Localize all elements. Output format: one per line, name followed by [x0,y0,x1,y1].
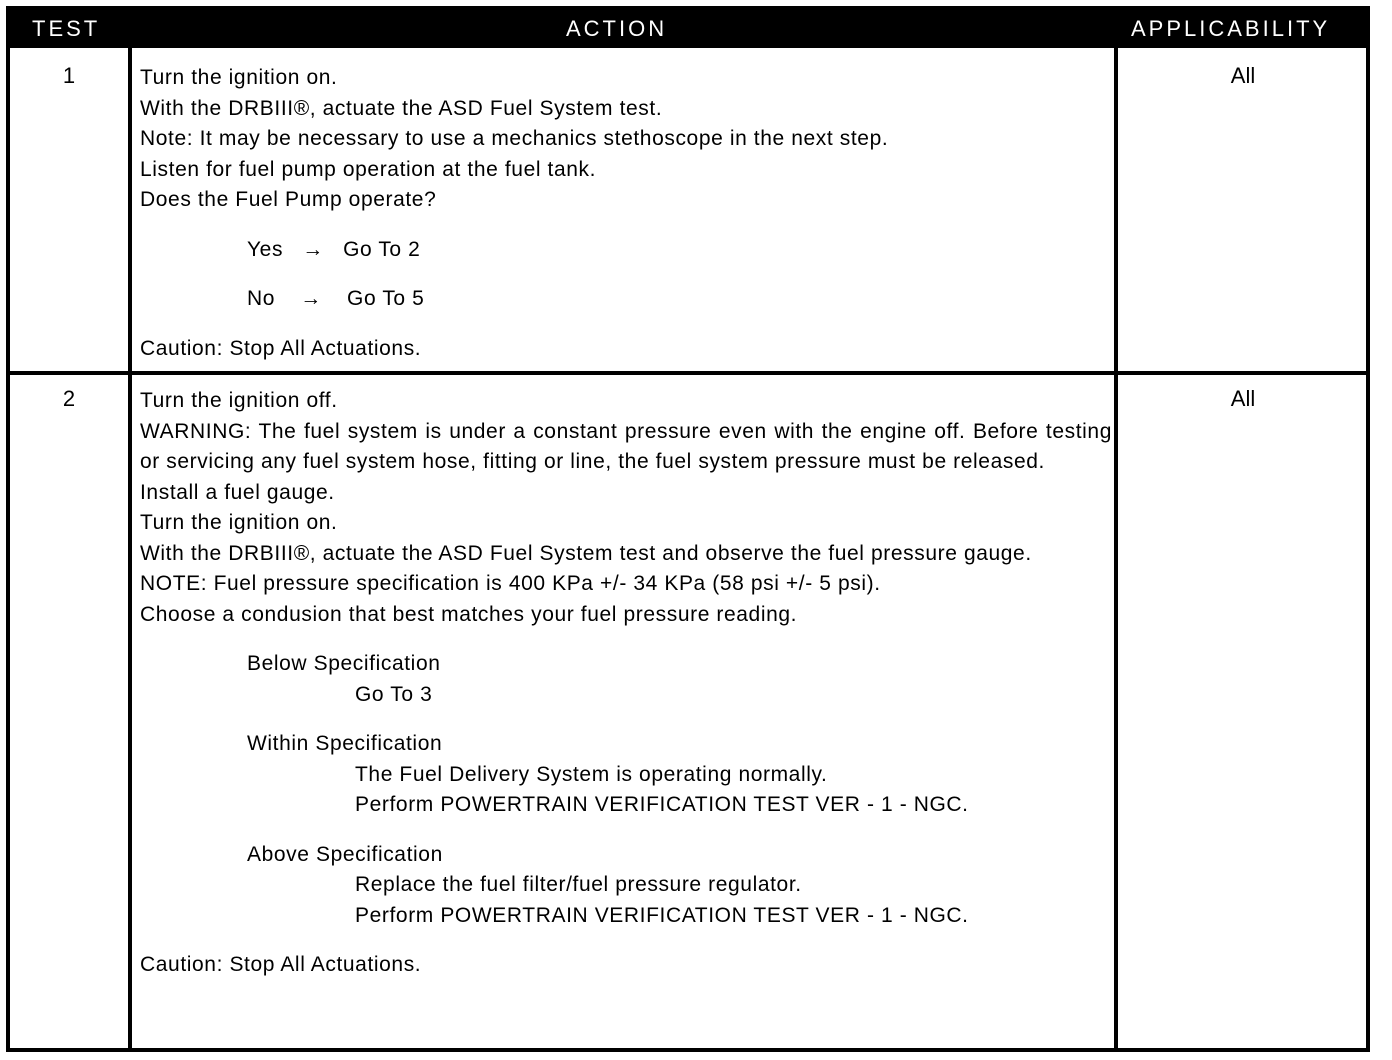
option-answer: Yes [247,237,284,261]
arrow-right-icon: → [302,237,324,261]
action-line: Does the Fuel Pump operate? [140,188,437,211]
test-number: 2 [62,386,76,411]
diagnostic-test-table [6,6,1370,1052]
table-row [10,375,1366,1050]
action-line: With the DRBIII®, actuate the ASD Fuel System test and observe the fuel pressure gauge. [140,541,1032,565]
option-no [140,284,1112,315]
action-line: Turn the ignition on. [140,66,338,89]
option-goto: Go To 2 [343,237,421,261]
action-cell [140,63,1112,364]
action-line: Turn the ignition on. [140,511,338,534]
option-answer: No [247,287,276,310]
caution-text: Caution: Stop All Actuations. [140,336,422,360]
option-yes [140,235,1112,266]
outcome-label: Above Specification [247,842,443,866]
header-applicability: APPLICABILITY [1131,16,1331,41]
outcome-step: Replace the fuel filter/fuel pressure regulator. [355,873,802,896]
warning-paragraph: WARNING: The fuel system is under a constant pressure even with the engine off. Before testing or servicing any fuel system hose, fitting or line, the fuel system pressure must be released. [140,419,1112,473]
test-number: 1 [62,63,76,88]
outcome-step: Go To 3 [355,682,433,706]
arrow-right-icon: → [300,287,322,310]
header-action: ACTION [566,16,668,41]
table-header [10,10,1366,48]
outcome-step: Perform POWERTRAIN VERIFICATION TEST VER - 1 - NGC. [355,793,969,816]
option-goto: Go To 5 [347,287,425,310]
outcome-step: The Fuel Delivery System is operating normally. [355,762,828,786]
outcome-label: Within Specification [247,732,443,755]
applicability-value: All [1230,386,1256,411]
action-line: Turn the ignition off. [140,389,338,412]
action-line: Install a fuel gauge. [140,480,335,504]
action-line: Choose a condusion that best matches your fuel pressure reading. [140,602,798,626]
action-line: Note: It may be necessary to use a mechanics stethoscope in the next step. [140,127,889,150]
applicability-value: All [1230,63,1256,88]
caution-text: Caution: Stop All Actuations. [140,953,422,976]
outcome-label: Below Specification [247,652,441,675]
table-row [10,52,1366,371]
action-line: Listen for fuel pump operation at the fuel tank. [140,157,597,181]
outcome-step: Perform POWERTRAIN VERIFICATION TEST VER - 1 - NGC. [355,903,969,927]
header-test: TEST [32,16,101,41]
action-cell [140,386,1112,981]
action-line: With the DRBIII®, actuate the ASD Fuel System test. [140,96,663,120]
note-line: NOTE: Fuel pressure specification is 400 KPa +/- 34 KPa (58 psi +/- 5 psi). [140,572,881,595]
